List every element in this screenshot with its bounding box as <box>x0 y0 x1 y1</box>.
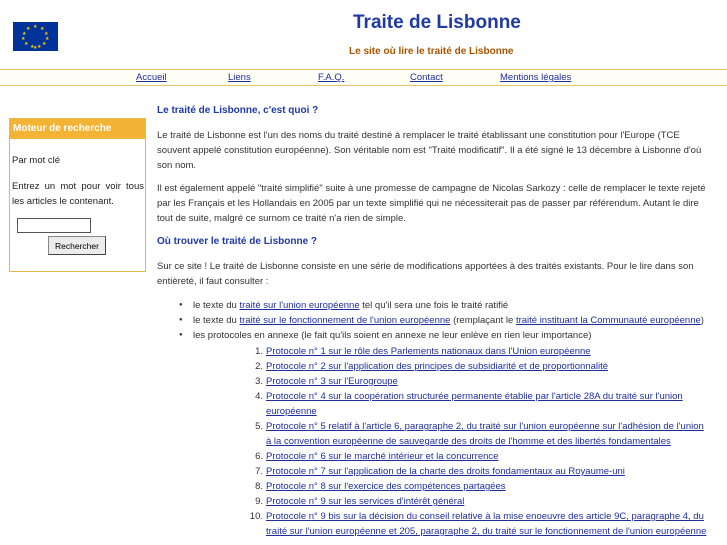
nav-bar <box>0 69 727 86</box>
protocol-link[interactable]: Protocole n° 9 bis sur la décision du conseil relative à la mise enoeuvre des article 9C, paragraphe 4, du traité sur l'union européenne et 205, paragraphe 2, du traité sur le fonctionnement de l'union européenne <box>266 511 707 537</box>
list-item: ● le texte du traité sur l'union européenne tel qu'il sera une fois le traité ratifié <box>157 298 707 313</box>
protocol-item: 9. Protocole n° 9 sur les services d'intérêt général <box>255 496 465 507</box>
section-title-what-is: Le traité de Lisbonne, c'est quoi ? <box>157 105 319 116</box>
protocol-item: 10. Protocole n° 9 bis sur la décision du conseil relative à la mise enoeuvre des article 9C, paragraphe 4, du traité sur l'union européenne et 205, paragraphe 2, du traité sur le fonctionnement de l'union européenne <box>249 511 707 537</box>
list-item: ● les protocoles en annexe (le fait qu'ils soient en annexe ne leur enlève en rien leur importance) 1. Protocole n° 1 sur le rôle des Parlements nationaux dans l'Union européenne 2. Protocole n° 2 sur l'application des principes de subsidiarité et de proportionnalité 3. Protocole n° 3 sur l'Eurogroupe 4. Protocole n° 4 sur la coopération structurée permanente établie par l'article 28A du traité sur l'union européenne 5. Protocole n° 5 relatif à l'article 6, paragraphe 2, du traité sur l'union européenne sur l'adhésion de l'union à la convention européenne de sauvegarde des droits de l'homme et des libertés fondamentales 6. Protocole n° 6 sur le marché intérieur et la concurrence 7. Protocole n° 7 sur l'application de la charte des droits fondamentaux au Royaume-uni 8. Protocole n° 8 sur l'exercice des compétences partagées 9. Protocole n° 9 sur les services d'intérêt général 10. Protocole n° 9 bis sur la décision du conseil relative à la mise enoeuvre des article 9C, paragraphe 4, du traité sur l'union européenne et 205, paragraphe 2, du traité sur le fonctionnement de l'union européenne <box>157 328 707 539</box>
protocol-item: 6. Protocole n° 6 sur le marché intérieur et la concurrence <box>255 451 499 462</box>
search-panel-heading: Moteur de recherche <box>10 119 145 139</box>
protocol-item: 1. Protocole n° 1 sur le rôle des Parlements nationaux dans l'Union européenne <box>255 346 591 357</box>
main-content <box>157 105 707 539</box>
nav-link-liens[interactable]: Liens <box>228 72 251 83</box>
nav-link-contact[interactable]: Contact <box>410 72 443 83</box>
nav-link-accueil[interactable]: Accueil <box>136 72 167 83</box>
paragraph-intro: Le traité de Lisbonne est l'un des noms du traité destiné à remplacer le traité établissant une constitution pour l'Europe (TCE souvent appelé constitution européenne). Son véritable nom est "Traité modificatif". Il a été signé le 13 décembre à Lisbonne d'où son nom. <box>157 130 702 171</box>
nav-link-faq[interactable]: F.A.Q. <box>318 72 345 83</box>
protocol-link[interactable]: Protocole n° 8 sur l'exercice des compétences partagées <box>266 481 506 492</box>
site-subtitle: Le site où lire le traité de Lisbonne <box>349 46 514 57</box>
paragraph-simplified: Il est également appelé "traité simplifié" suite à une promesse de campagne de Nicolas Sarkozy : celle de remplacer le texte rejeté par les Français et les Hollandais en 2005 par un texte simplifié qui ne nécessiterait pas de passer par référendum. Autant le dire tout de suite, malgré ce surnom ce traité n'a rien de simple. <box>157 183 706 224</box>
link-tfeu[interactable]: traité sur le fonctionnement de l'union européenne <box>239 315 451 326</box>
search-input[interactable] <box>17 218 91 233</box>
protocol-item: 4. Protocole n° 4 sur la coopération structurée permanente établie par l'article 28A du traité sur l'union européenne <box>255 391 683 417</box>
eu-flag-logo: ★ ★ ★ ★ ★ ★ ★ ★ ★ ★ ★ ★ <box>13 22 58 51</box>
link-tec[interactable]: traité instituant la Communauté européenne <box>515 315 701 326</box>
protocol-link[interactable]: Protocole n° 2 sur l'application des principes de subsidiarité et de proportionnalité <box>266 361 609 372</box>
search-help-text: Entrez un mot pour voir tous les articles le contenant. <box>12 181 144 207</box>
section-title-where: Où trouver le traité de Lisbonne ? <box>157 236 318 247</box>
protocol-item: 2. Protocole n° 2 sur l'application des principes de subsidiarité et de proportionnalité <box>255 361 609 372</box>
protocol-link[interactable]: Protocole n° 5 relatif à l'article 6, paragraphe 2, du traité sur l'union européenne sur l'adhésion de l'union à la convention européenne de sauvegarde des droits de l'homme et des libertés fondamentales <box>266 421 704 447</box>
protocol-link[interactable]: Protocole n° 9 sur les services d'intérêt général <box>266 496 465 507</box>
protocol-link[interactable]: Protocole n° 3 sur l'Eurogroupe <box>266 376 398 387</box>
protocol-item: 5. Protocole n° 5 relatif à l'article 6, paragraphe 2, du traité sur l'union européenne sur l'adhésion de l'union à la convention européenne de sauvegarde des droits de l'homme et des libertés fondamentales <box>255 421 704 447</box>
paragraph-where: Sur ce site ! Le traité de Lisbonne consiste en une série de modifications apportées à des traités existants. Pour le lire dans son entièreté, il faut consulter : <box>157 261 694 287</box>
list-item: ● le texte du traité sur le fonctionnement de l'union européenne (remplaçant le traité instituant la Communauté européenne) <box>157 313 707 328</box>
protocol-link[interactable]: Protocole n° 1 sur le rôle des Parlements nationaux dans l'Union européenne <box>266 346 591 357</box>
protocol-link[interactable]: Protocole n° 7 sur l'application de la charte des droits fondamentaux au Royaume-uni <box>266 466 625 477</box>
protocol-item: 7. Protocole n° 7 sur l'application de la charte des droits fondamentaux au Royaume-uni <box>255 466 625 477</box>
nav-link-mentions-legales[interactable]: Mentions légales <box>500 72 572 83</box>
protocol-link[interactable]: Protocole n° 4 sur la coopération structurée permanente établie par l'article 28A du traité sur l'union européenne <box>266 391 683 417</box>
protocol-link[interactable]: Protocole n° 6 sur le marché intérieur et la concurrence <box>266 451 499 462</box>
documents-list <box>157 298 707 539</box>
protocol-item: 3. Protocole n° 3 sur l'Eurogroupe <box>255 376 398 387</box>
search-panel <box>9 118 146 272</box>
protocols-list <box>193 344 707 539</box>
protocol-item: 8. Protocole n° 8 sur l'exercice des compétences partagées <box>255 481 506 492</box>
search-button[interactable]: Rechercher <box>48 236 106 255</box>
search-label: Par mot clé <box>12 155 61 166</box>
site-title[interactable]: Traite de Lisbonne <box>353 12 521 33</box>
link-teu[interactable]: traité sur l'union européenne <box>239 300 360 311</box>
